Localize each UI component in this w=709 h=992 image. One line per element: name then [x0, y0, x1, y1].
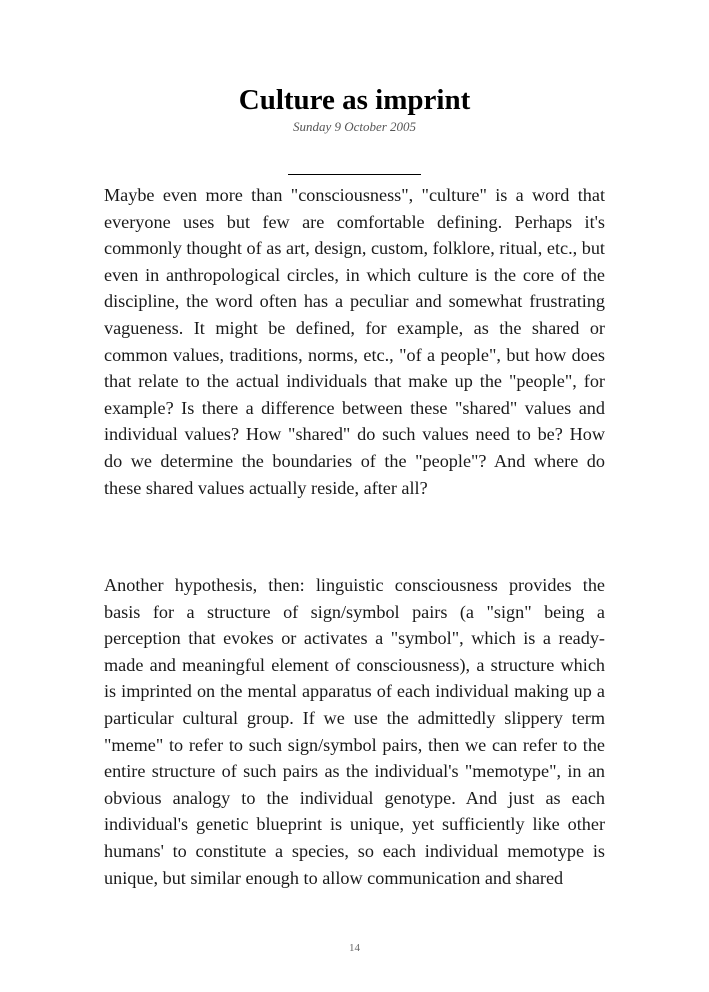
body-paragraph-1: Maybe even more than "consciousness", "culture" is a word that everyone uses but few are comfortable defining. Perhaps it's commonly thought of as art, design, custom, folklore, ritual, etc., but even in anthropological circles, in which culture is the core of the discipline, the word often has a peculiar and somewhat frustrating vagueness. It might be defined, for example, as the shared or common values, traditions, norms, etc., "of a people", but how does that relate to the actual individuals that make up the "people", for example? Is there a difference between these "shared" values and individual values? How "shared" do such values need to be? How do we determine the boundaries of the "people"? And where do these shared values actually reside, after all? [104, 185, 605, 498]
title-divider [288, 174, 421, 175]
page-number: 14 [349, 942, 360, 954]
body-paragraph-2: Another hypothesis, then: linguistic consciousness provides the basis for a structure of sign/symbol pairs (a "sign" being a perception that evokes or activates a "symbol", which is a ready-made and meaningful element of consciousness), a structure which is imprinted on the mental apparatus of each individual making up a particular cultural group. If we use the admittedly slippery term "meme" to refer to such sign/symbol pairs, then we can refer to the entire structure of such pairs as the individual's "memotype", in an obvious analogy to the individual genotype. And just as each individual's genetic blueprint is unique, yet sufficiently like other humans' to constitute a species, so each individual memotype is unique, but similar enough to allow communication and shared [104, 575, 605, 888]
page-title: Culture as imprint [238, 84, 471, 116]
post-date: Sunday 9 October 2005 [292, 119, 417, 134]
